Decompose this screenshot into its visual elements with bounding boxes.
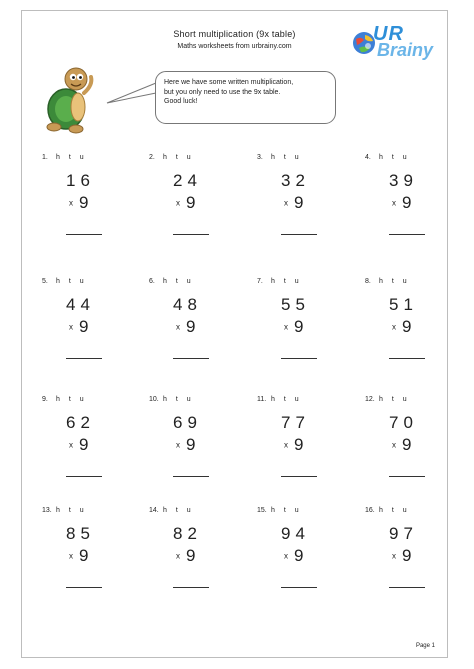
- times-sign: x: [392, 440, 396, 450]
- place-value-headings: h t u: [379, 507, 407, 514]
- problem-12: [365, 396, 455, 508]
- multiplier: 9: [294, 546, 304, 565]
- place-value-headings: h t u: [163, 154, 191, 161]
- problem-number: 10.: [149, 396, 159, 403]
- multiply-row: [392, 546, 411, 566]
- multiply-row: [392, 435, 411, 455]
- problem-number: 9.: [42, 396, 48, 403]
- problem-3: [257, 154, 347, 266]
- problem-number: 16.: [365, 507, 375, 514]
- problem-1: [42, 154, 132, 266]
- place-value-headings: h t u: [271, 154, 299, 161]
- problem-top-number: 62: [66, 413, 95, 432]
- problem-top-number: 77: [281, 413, 310, 432]
- times-sign: x: [69, 551, 73, 561]
- problem-2: [149, 154, 239, 266]
- problem-top-number: 55: [281, 295, 310, 314]
- multiplier: 9: [402, 193, 412, 212]
- speech-bubble-line: but you only need to use the 9x table.: [164, 88, 281, 96]
- multiplier: 9: [402, 435, 412, 454]
- answer-line[interactable]: [389, 234, 425, 235]
- answer-line[interactable]: [173, 476, 209, 477]
- place-value-headings: h t u: [56, 396, 84, 403]
- times-sign: x: [284, 440, 288, 450]
- problem-top-number: 94: [281, 524, 310, 543]
- problem-number: 2.: [149, 154, 155, 161]
- multiply-row: [392, 193, 411, 213]
- times-sign: x: [392, 322, 396, 332]
- urbrainy-logo: [349, 22, 433, 66]
- place-value-headings: h t u: [271, 507, 299, 514]
- multiply-row: [284, 546, 303, 566]
- times-sign: x: [284, 322, 288, 332]
- times-sign: x: [69, 198, 73, 208]
- problem-top-number: 39: [389, 171, 418, 190]
- answer-line[interactable]: [66, 587, 102, 588]
- place-value-headings: h t u: [56, 278, 84, 285]
- turtle-mascot-icon: [38, 63, 100, 135]
- answer-line[interactable]: [281, 587, 317, 588]
- problem-top-number: 32: [281, 171, 310, 190]
- worksheet-page: [21, 10, 448, 658]
- multiplier: 9: [186, 193, 196, 212]
- page-number: Page 1: [415, 643, 435, 649]
- logo-text-ur: UR: [373, 23, 404, 45]
- answer-line[interactable]: [173, 587, 209, 588]
- multiply-row: [284, 193, 303, 213]
- problem-7: [257, 278, 347, 390]
- problem-number: 8.: [365, 278, 371, 285]
- multiply-row: [69, 435, 88, 455]
- times-sign: x: [392, 198, 396, 208]
- multiplier: 9: [79, 317, 89, 336]
- problem-11: [257, 396, 347, 508]
- multiply-row: [176, 317, 195, 337]
- problem-number: 3.: [257, 154, 263, 161]
- answer-line[interactable]: [173, 358, 209, 359]
- problem-9: [42, 396, 132, 508]
- speech-bubble-tail: [105, 73, 157, 113]
- problem-5: [42, 278, 132, 390]
- times-sign: x: [176, 551, 180, 561]
- times-sign: x: [176, 322, 180, 332]
- answer-line[interactable]: [389, 358, 425, 359]
- place-value-headings: h t u: [56, 507, 84, 514]
- problem-top-number: 97: [389, 524, 418, 543]
- problem-16: [365, 507, 455, 619]
- problem-14: [149, 507, 239, 619]
- answer-line[interactable]: [281, 234, 317, 235]
- multiplier: 9: [294, 193, 304, 212]
- multiply-row: [69, 546, 88, 566]
- multiplier: 9: [186, 546, 196, 565]
- place-value-headings: h t u: [163, 396, 191, 403]
- times-sign: x: [176, 198, 180, 208]
- problem-top-number: 48: [173, 295, 202, 314]
- times-sign: x: [69, 440, 73, 450]
- answer-line[interactable]: [66, 234, 102, 235]
- problem-number: 1.: [42, 154, 48, 161]
- multiplier: 9: [402, 317, 412, 336]
- problem-number: 4.: [365, 154, 371, 161]
- problem-top-number: 69: [173, 413, 202, 432]
- speech-bubble-line: Good luck!: [164, 98, 198, 105]
- problem-top-number: 24: [173, 171, 202, 190]
- answer-line[interactable]: [66, 476, 102, 477]
- times-sign: x: [69, 322, 73, 332]
- multiplier: 9: [186, 317, 196, 336]
- answer-line[interactable]: [173, 234, 209, 235]
- worksheet-subtitle: Maths worksheets from urbrainy.com: [177, 43, 292, 50]
- place-value-headings: h t u: [379, 396, 407, 403]
- problem-number: 12.: [365, 396, 375, 403]
- place-value-headings: h t u: [379, 154, 407, 161]
- problem-top-number: 85: [66, 524, 95, 543]
- answer-line[interactable]: [281, 358, 317, 359]
- answer-line[interactable]: [281, 476, 317, 477]
- problem-top-number: 44: [66, 295, 95, 314]
- logo-text-brainy: Brainy: [377, 40, 434, 60]
- multiply-row: [284, 317, 303, 337]
- multiplier: 9: [79, 193, 89, 212]
- answer-line[interactable]: [389, 587, 425, 588]
- problem-top-number: 51: [389, 295, 418, 314]
- place-value-headings: h t u: [56, 154, 84, 161]
- problem-number: 7.: [257, 278, 263, 285]
- multiply-row: [176, 435, 195, 455]
- problem-number: 6.: [149, 278, 155, 285]
- problem-number: 14.: [149, 507, 159, 514]
- times-sign: x: [176, 440, 180, 450]
- place-value-headings: h t u: [271, 396, 299, 403]
- problem-15: [257, 507, 347, 619]
- place-value-headings: h t u: [379, 278, 407, 285]
- place-value-headings: h t u: [163, 507, 191, 514]
- multiply-row: [284, 435, 303, 455]
- speech-bubble-line: Here we have some written multiplication,: [164, 79, 294, 86]
- problem-number: 5.: [42, 278, 48, 285]
- multiply-row: [176, 193, 195, 213]
- problem-4: [365, 154, 455, 266]
- place-value-headings: h t u: [271, 278, 299, 285]
- problem-number: 15.: [257, 507, 267, 514]
- multiply-row: [69, 193, 88, 213]
- problem-number: 11.: [257, 396, 267, 403]
- times-sign: x: [392, 551, 396, 561]
- worksheet-title: Short multiplication (9x table): [173, 29, 296, 39]
- multiplier: 9: [79, 435, 89, 454]
- problem-number: 13.: [42, 507, 52, 514]
- place-value-headings: h t u: [163, 278, 191, 285]
- problem-8: [365, 278, 455, 390]
- multiplier: 9: [294, 317, 304, 336]
- multiplier: 9: [402, 546, 412, 565]
- problem-top-number: 16: [66, 171, 95, 190]
- answer-line[interactable]: [389, 476, 425, 477]
- multiply-row: [392, 317, 411, 337]
- problem-10: [149, 396, 239, 508]
- problem-13: [42, 507, 132, 619]
- speech-bubble: [155, 71, 336, 124]
- multiplier: 9: [79, 546, 89, 565]
- problem-top-number: 70: [389, 413, 418, 432]
- problem-top-number: 82: [173, 524, 202, 543]
- times-sign: x: [284, 198, 288, 208]
- multiply-row: [176, 546, 195, 566]
- problem-6: [149, 278, 239, 390]
- multiply-row: [69, 317, 88, 337]
- answer-line[interactable]: [66, 358, 102, 359]
- multiplier: 9: [186, 435, 196, 454]
- times-sign: x: [284, 551, 288, 561]
- multiplier: 9: [294, 435, 304, 454]
